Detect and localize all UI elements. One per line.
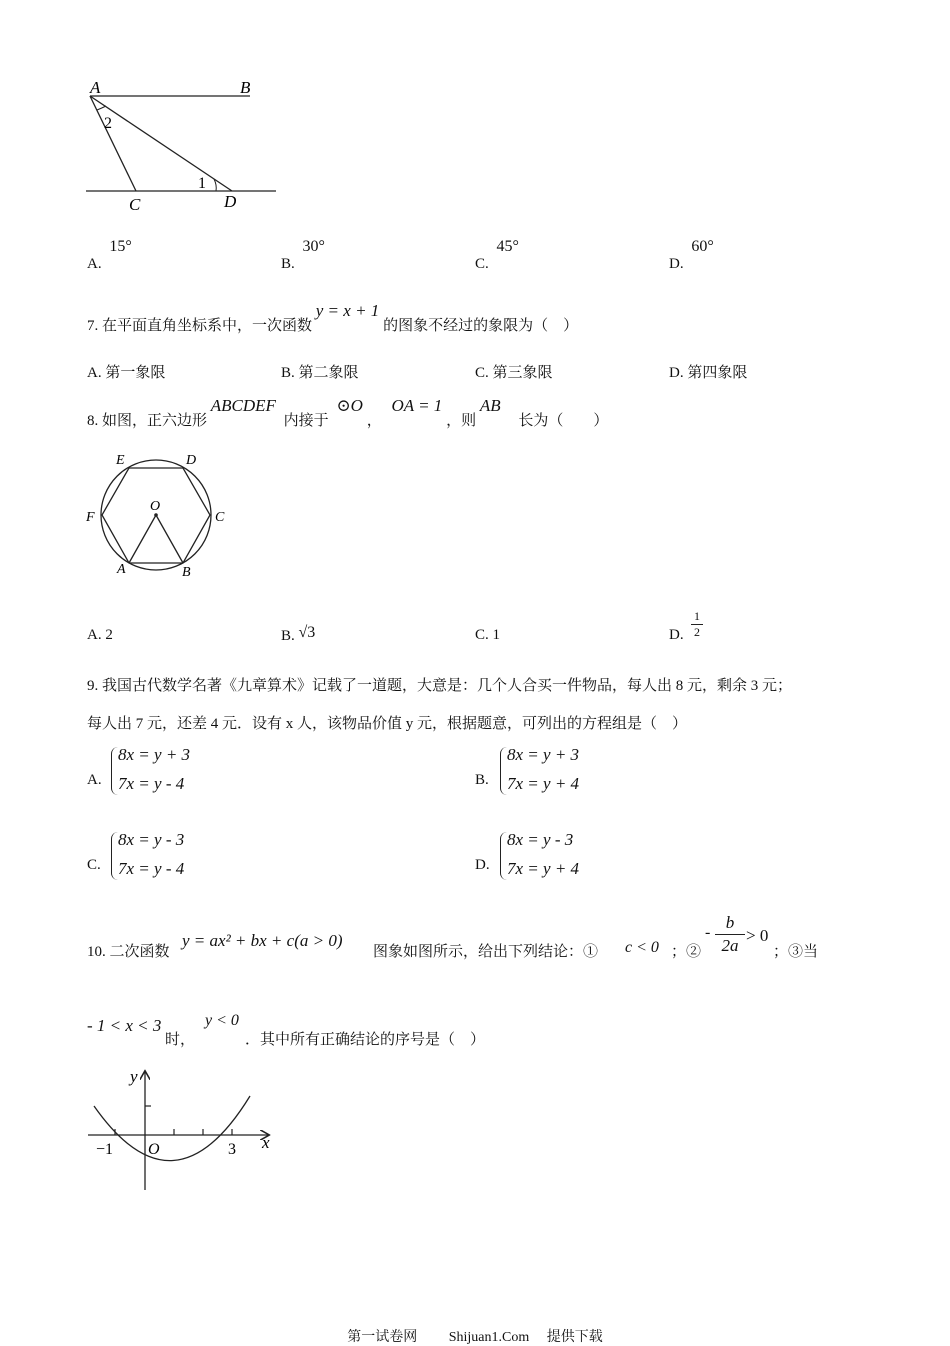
option-value: 第一象限 <box>105 365 166 381</box>
q8-circle: ⊙O <box>336 396 363 415</box>
fraction-bar <box>715 934 745 935</box>
segment-ac <box>90 96 136 191</box>
label-b: B <box>240 78 251 97</box>
q10-text-3: ；② <box>671 944 702 960</box>
segment-ob <box>156 515 183 563</box>
option-value: 第二象限 <box>298 365 359 381</box>
q8-comma: ， <box>366 413 382 429</box>
q9-line-2: 每人出 7 元，还差 4 元．设有 x 人，该物品价值 y 元，根据题意，可列出的方程组是（ ） <box>87 716 688 732</box>
footer-site: 第一试卷网 <box>347 1330 418 1345</box>
option-value: 第三象限 <box>492 365 553 381</box>
q6-option-d[interactable] <box>669 238 714 272</box>
q10-stem-line-1 <box>87 912 847 962</box>
q8-ab: AB <box>479 396 501 415</box>
q10-text-2: 图象如图所示，给出下列结论：① <box>373 944 599 960</box>
q10-formula: y = ax² + bx + c(a > 0) <box>182 931 343 950</box>
label-1: 1 <box>198 175 206 192</box>
option-letter: D. <box>475 857 490 873</box>
label-a: A <box>117 562 126 577</box>
q7-option-b[interactable] <box>281 361 359 382</box>
label-o: O <box>148 1141 160 1158</box>
q7-option-c[interactable] <box>475 361 553 382</box>
option-letter: A. <box>87 772 102 788</box>
q10-gt-0: > 0 <box>746 926 769 945</box>
label-f: F <box>86 510 95 525</box>
option-letter: A. <box>87 365 102 381</box>
label-c: C <box>215 510 225 525</box>
label-a: A <box>90 78 101 97</box>
equation-2: 7x = y + 4 <box>507 859 580 878</box>
q9-option-b[interactable] <box>475 743 675 801</box>
fraction-denominator: 2 <box>694 625 700 639</box>
q10-fraction <box>715 914 745 955</box>
q8-option-b[interactable] <box>281 624 315 642</box>
option-value: 2 <box>105 627 113 643</box>
option-value: 60° <box>691 238 714 255</box>
option-value: 45° <box>496 238 519 255</box>
q10-minus: - <box>705 924 711 941</box>
equation-2: 7x = y + 4 <box>507 774 580 793</box>
label-2: 2 <box>104 115 112 132</box>
equation-1: 8x = y + 3 <box>118 745 191 764</box>
option-value: 第四象限 <box>687 365 748 381</box>
equation-2: 7x = y - 4 <box>118 859 185 878</box>
q10-stem-line-2 <box>87 1010 847 1050</box>
option-letter: B. <box>281 256 295 272</box>
q7-formula: y = x + 1 <box>315 301 380 320</box>
q7-option-d[interactable] <box>669 361 747 382</box>
segment-oa <box>129 515 156 563</box>
option-value: 1 <box>492 627 501 643</box>
option-letter: B. <box>281 365 295 381</box>
system-brace <box>500 832 507 880</box>
option-letter: D. <box>669 627 684 643</box>
q10-text-6: ．其中所有正确结论的序号是（ ） <box>245 1032 486 1048</box>
q7-text-before: 7. 在平面直角坐标系中，一次函数 <box>87 318 313 334</box>
q9-option-d[interactable] <box>475 828 675 886</box>
fraction <box>691 610 703 639</box>
q7-option-a[interactable] <box>87 361 165 382</box>
q6-option-b[interactable] <box>281 238 325 272</box>
label-d: D <box>186 453 197 468</box>
q8-oa: OA = 1 <box>391 396 443 415</box>
q10-condition: - 1 < x < 3 <box>87 1016 162 1035</box>
option-value: √3 <box>298 624 316 641</box>
footer-action: 提供下载 <box>546 1330 603 1345</box>
fraction-denominator: 2a <box>721 936 739 955</box>
segment-ad <box>90 96 232 191</box>
q8-option-a[interactable] <box>87 627 113 644</box>
q7-stem <box>87 300 578 340</box>
q8-text-4: 长为（ ） <box>518 413 609 429</box>
equation-1: 8x = y - 3 <box>507 830 574 849</box>
q9-line-1: 9. 我国古代数学名著《九章算术》记载了一道题，大意是：几个人合买一件物品，每人出 8 元，剩余 3 元； <box>87 678 793 694</box>
q10-text-1: 10. 二次函数 <box>87 944 170 960</box>
option-letter: D. <box>669 365 684 381</box>
q8-stem <box>87 395 608 435</box>
label-o: O <box>150 499 161 514</box>
option-value: 15° <box>109 238 132 255</box>
q8-figure <box>82 448 232 583</box>
q6-figure <box>80 75 290 220</box>
option-letter: C. <box>475 256 489 272</box>
q10-y-less-0: y < 0 <box>205 1012 239 1029</box>
fraction-numerator: 1 <box>694 609 700 623</box>
option-letter: A. <box>87 627 102 643</box>
label-neg1: −1 <box>96 1141 114 1158</box>
q10-c-less-0: c < 0 <box>625 939 659 956</box>
label-y: y <box>130 1067 138 1086</box>
q6-option-a[interactable] <box>87 238 132 272</box>
q10-graph <box>82 1062 282 1197</box>
q8-text-1: 8. 如图，正六边形 <box>87 413 208 429</box>
q8-hexagon-name: ABCDEF <box>210 396 276 415</box>
label-c: C <box>129 195 141 214</box>
angle-2-arc <box>97 106 106 110</box>
option-letter: B. <box>475 772 489 788</box>
equation-1: 8x = y - 3 <box>118 830 185 849</box>
label-d: D <box>224 192 237 211</box>
system-brace <box>111 832 118 880</box>
option-letter: B. <box>281 628 295 644</box>
label-e: E <box>116 453 125 468</box>
option-value: 30° <box>302 238 325 255</box>
q7-text-after: 的图象不经过的象限为（ ） <box>383 318 579 334</box>
system-brace <box>500 747 507 795</box>
q6-option-c[interactable] <box>475 238 519 272</box>
q8-text-3: ，则 <box>446 413 477 429</box>
option-letter: A. <box>87 256 102 272</box>
footer <box>0 1326 950 1346</box>
option-letter: C. <box>475 627 489 643</box>
label-x: x <box>262 1133 270 1152</box>
footer-url[interactable]: Shijuan1.Com <box>448 1330 530 1345</box>
q8-text-2: 内接于 <box>283 413 329 429</box>
option-letter: D. <box>669 256 684 272</box>
q9-option-a[interactable] <box>87 743 287 801</box>
fraction-numerator: b <box>725 913 735 932</box>
equation-2: 7x = y - 4 <box>118 774 185 793</box>
label-b: B <box>182 565 191 580</box>
equation-1: 8x = y + 3 <box>507 745 580 764</box>
option-letter: C. <box>475 365 489 381</box>
parabola <box>94 1096 250 1161</box>
label-3: 3 <box>228 1141 236 1158</box>
q9-option-c[interactable] <box>87 828 287 886</box>
q10-text-4: ；③当 <box>773 944 819 960</box>
option-letter: C. <box>87 857 101 873</box>
system-brace <box>111 747 118 795</box>
q10-text-5: 时， <box>165 1032 196 1048</box>
q8-option-c[interactable] <box>475 627 500 644</box>
